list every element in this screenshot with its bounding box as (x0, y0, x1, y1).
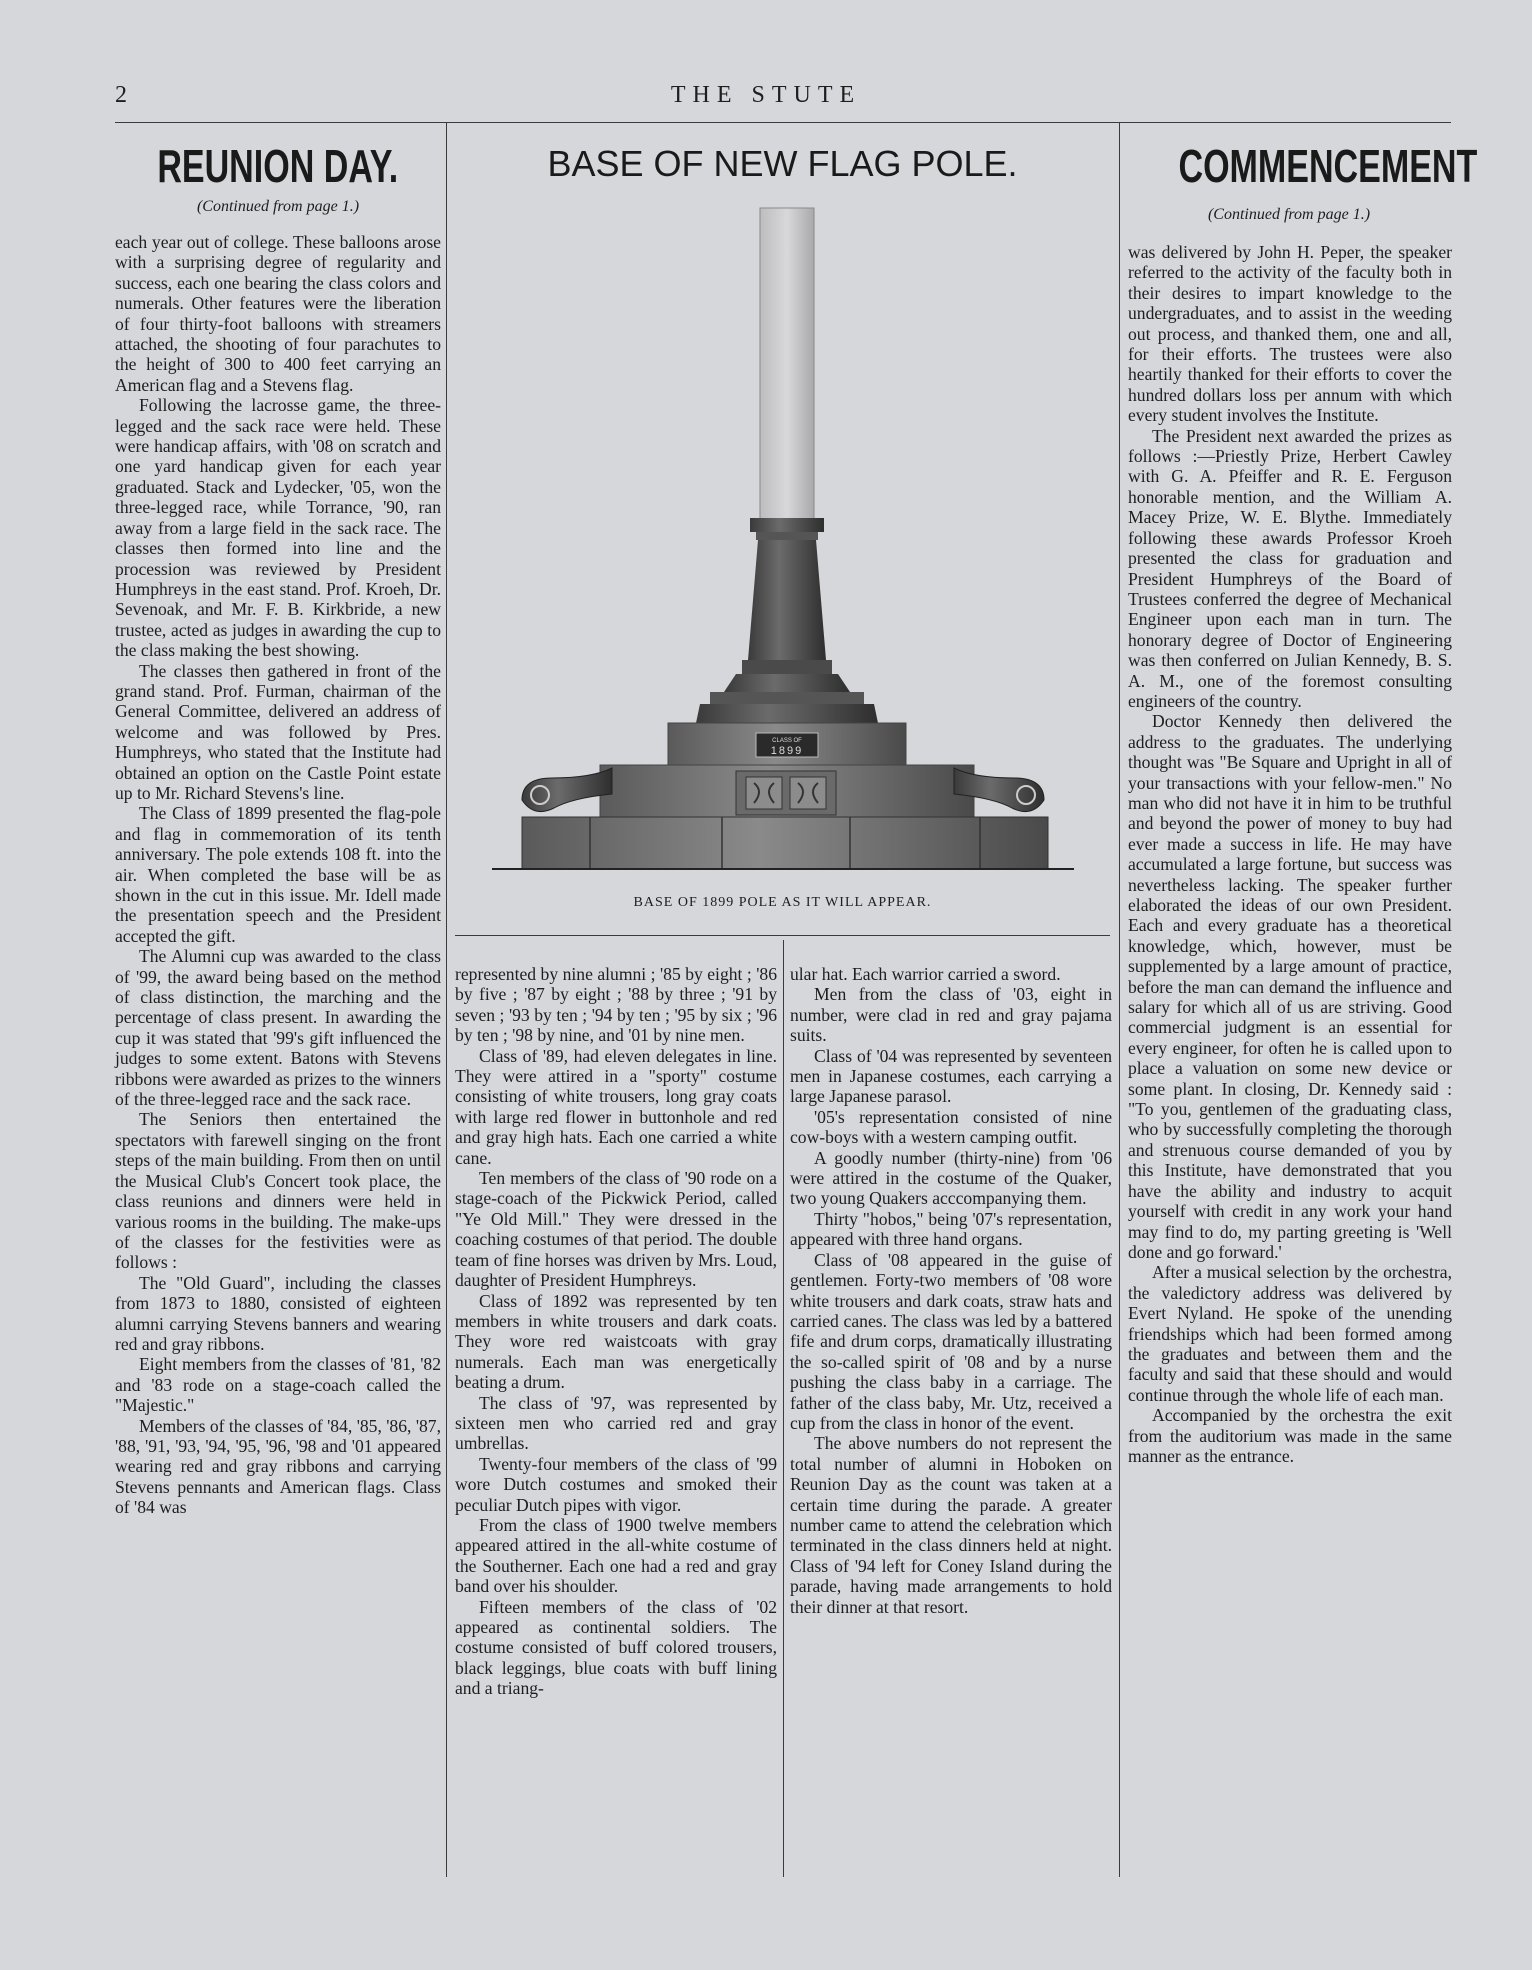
paragraph: was delivered by John H. Peper, the speaker referred to the activity of the faculty both in their desires to impart knowledge to the undergraduates, and to assist in the weeding out process, and thanked them, one and all, for their efforts. The trustees were also heartily thanked for their efforts to cover the hundred dollars loss per annum with which every student involves the Institute. (1128, 242, 1452, 426)
paragraph: each year out of college. These balloons arose with a surprising degree of regularity and success, each one bearing the class colors and numerals. Other features were the liberation of four thirty-foot balloons with streamers attached, the shooting of four parachutes to the height of 300 to 400 feet carrying an American flag and a Stevens flag. (115, 232, 441, 395)
paragraph: The classes then gathered in front of the grand stand. Prof. Furman, chairman of the General Committee, delivered an address of welcome and was followed by Pres. Humphreys, who stated that the Institute had obtained an option on the Castle Point estate up to Mr. Richard Stevens's line. (115, 660, 441, 803)
paragraph: Men from the class of '03, eight in number, were clad in red and gray pajama suits. (790, 984, 1112, 1046)
svg-text:CLASS OF: CLASS OF (772, 738, 802, 744)
column-rule-center (783, 940, 784, 1877)
article-reunion-day (115, 232, 441, 1518)
paragraph: Class of '89, had eleven delegates in line. They were attired in a "sporty" costume consisting of white trousers, long gray coats with large red flower in buttonhole and red and gray high hats. Each one carried a white cane. (455, 1045, 777, 1168)
pole-shaft (760, 208, 814, 520)
paragraph: The class of '97, was represented by sixteen men who carried red and gray umbrellas. (455, 1392, 777, 1454)
paragraph: ular hat. Each warrior carried a sword. (790, 964, 1061, 984)
paragraph: Twenty-four members of the class of '99 wore Dutch costumes and smoked their peculiar Dutch pipes with vigor. (455, 1453, 777, 1515)
flag-pole-base-illustration (488, 205, 1078, 885)
paragraph: A goodly number (thirty-nine) from '06 were attired in the costume of the Quaker, two young Quakers acccompanying them. (790, 1147, 1112, 1209)
headline-reunion-day: REUNION DAY. (157, 140, 399, 192)
paragraph: Class of '08 appeared in the guise of gentlemen. Forty-two members of '08 wore white trousers and dark coats, straw hats and carried canes. The class was led by a battered fife and drum corps, dramatically illustrating the so-called spirit of '08 and by a nurse pushing the class baby in a carriage. The father of the class baby, Mr. Utz, received a cup from the class in honor of the event. (790, 1249, 1112, 1433)
continued-note: (Continued from page 1.) (196, 198, 360, 215)
paragraph: represented by nine alumni ; '85 by eight ; '86 by five ; '87 by eight ; '88 by three ; '91 by seven ; '93 by ten ; '94 by ten ; '95 by six ; '96 by ten ; '98 by nine, and '01 by nine men. (455, 964, 777, 1046)
headline-flag-pole: BASE OF NEW FLAG POLE. (547, 143, 1018, 184)
paragraph: After a musical selection by the orchestra, the valedictory address was delivered by Evert Nyland. He spoke of the unending friendships which had been formed among the graduates and between them and the faculty and said that these should and would continue through the whole life of each man. (1128, 1262, 1452, 1405)
paragraph: Ten members of the class of '90 rode on a stage-coach of the Pickwick Period, called "Ye Old Mill." They were dressed in the coaching costumes of that period. The double team of fine horses was driven by Mrs. Loud, daughter of President Humphreys. (455, 1168, 777, 1291)
paragraph: Fifteen members of the class of '02 appeared as continental soldiers. The costume consisted of buff colored trousers, black leggings, blue coats with buff lining and a triang- (455, 1596, 777, 1699)
paragraph: Thirty "hobos," being '07's representation, appeared with three hand organs. (790, 1208, 1112, 1250)
column-rule-left (446, 122, 447, 1877)
svg-text:1899: 1899 (770, 745, 804, 757)
paragraph: The above numbers do not represent the total number of alumni in Hoboken on Reunion Day as the count was taken at a certain time during the parade. A greater number came to attend the celebration which terminated in the class dinners held at night. Class of '94 left for Coney Island during the parade, having made arrangements to hold their dinner at that resort. (790, 1433, 1112, 1617)
paragraph: Eight members from the classes of '81, '82 and '83 rode on a stage-coach called the "Majestic." (115, 1354, 441, 1416)
paragraph: The Alumni cup was awarded to the class of '99, the award being based on the method of class distinction, the marching and the percentage of class present. In awarding the cup it was stated that '99's gift influenced the judges to some extent. Batons with Stevens ribbons were awarded as prizes to the winners of the three-legged race and the sack race. (115, 946, 441, 1110)
page-number: 2 (115, 82, 127, 108)
pole-collar (750, 518, 824, 532)
paragraph: The President next awarded the prizes as follows :—Priestly Prize, Herbert Cawley with G. A. Pfeiffer and R. E. Ferguson honorable mention, and the William A. Macey Prize, W. E. Blythe. Immediately following these awards Professor Kroeh presented the class for graduation and President Humphreys of the Board of Trustees conferred the degree of Mechanical Engineer upon each man in turn. The honorary degree of Doctor of Engineering was then conferred on Julian Kennedy, B. S. A. M., one of the foremost consulting engineers of the country. (1128, 425, 1452, 711)
paragraph: From the class of 1900 twelve members appeared attired in the all-white costume of the Southerner. Each one had a red and gray band over his shoulder. (455, 1514, 777, 1597)
paragraph: Following the lacrosse game, the three-legged and the sack race were held. These were handicap affairs, with '08 on scratch and one yard handicap given for each year graduated. Stack and Lydecker, '05, won the three-legged race, while Torrance, '90, ran away from a large field in the sack race. The classes then formed into line and the procession was reviewed by President Humphreys in the east stand. Prof. Kroeh, Dr. Sevenoak, and Mr. F. B. Kirkbride, a new trustee, acted as judges in awarding the cup to the class making the best showing. (115, 395, 441, 661)
illustration-caption: BASE OF 1899 POLE AS IT WILL APPEAR. (633, 895, 932, 910)
paragraph: Class of 1892 was represented by ten members in white trousers and dark coats. They wore red waistcoats with gray numerals. Each man was energetically beating a drum. (455, 1290, 777, 1393)
article-commencement (1128, 242, 1452, 1466)
illustration-bottom-rule (455, 935, 1110, 936)
headline-commencement: COMMENCEMENT (1178, 140, 1478, 192)
running-head: THE STUTE (670, 82, 862, 108)
left-scroll (522, 768, 612, 812)
paragraph: Doctor Kennedy then delivered the address to the graduates. The underlying thought was "Be Square and Upright in all of your transactions with your fellow-men." No man who did not have it in him to be truthful and beyond the power of money to buy had ever made a success in life. He may have accumulated a large fortune, but success was nevertheless lacking. The speaker further elaborated the ideas of our own President. Each and every graduate has a theoretical knowledge, which, however, must be supplemented by a large amount of practice, before the man can demand the influence and salary for which all of us are striving. Good commercial judgment is an essential for every engineer, for often he is called upon to place a valuation on some new device or some plant. In closing, Dr. Kennedy said : "To you, gentlemen of the graduating class, who by successfully completing the thorough and strenuous course demanded of you by this Institute, have demonstrated that you have the ability and industry to acquit yourself with credit in any work your hand may find to do, my parting greeting is 'Well done and go forward.' (1128, 711, 1452, 1262)
bottom-tier (522, 817, 1048, 869)
column-rule-right (1119, 122, 1120, 1877)
paragraph: The Class of 1899 presented the flag-pole and flag in commemoration of its tenth anniversary. The pole extends 108 ft. into the air. When completed the base will be as shown in the cut in this issue. Mr. Idell made the presentation speech and the President accepted the gift. (115, 803, 441, 946)
article-continued-col-b (790, 964, 1112, 1617)
header-rule (115, 122, 1451, 123)
article-continued-col-a (455, 964, 777, 1699)
paragraph: Accompanied by the orchestra the exit from the auditorium was made in the same manner as the entrance. (1128, 1405, 1452, 1466)
continued-note: (Continued from page 1.) (1207, 206, 1371, 223)
paragraph: The "Old Guard", including the classes from 1873 to 1880, consisted of eighteen alumni carrying Stevens banners and wearing red and gray ribbons. (115, 1272, 441, 1354)
paragraph: '05's representation consisted of nine cow-boys with a western camping outfit. (790, 1106, 1112, 1148)
pedestal-shaft (748, 540, 826, 660)
paragraph: The Seniors then entertained the spectators with farewell singing on the front steps of the main building. From then on until the Musical Club's Concert took place, the class reunions and dinners were held in various rooms in the building. The make-ups of the classes for the festivities were as follows : (115, 1109, 441, 1273)
paragraph: Class of '04 was represented by seventeen men in Japanese costumes, each carrying a large Japanese parasol. (790, 1045, 1112, 1107)
paragraph: Members of the classes of '84, '85, '86, '87, '88, '91, '93, '94, '95, '96, '98 and '01 appeared wearing red and gray ribbons and carrying Stevens pennants and American flags. Class of '84 was (115, 1415, 441, 1518)
